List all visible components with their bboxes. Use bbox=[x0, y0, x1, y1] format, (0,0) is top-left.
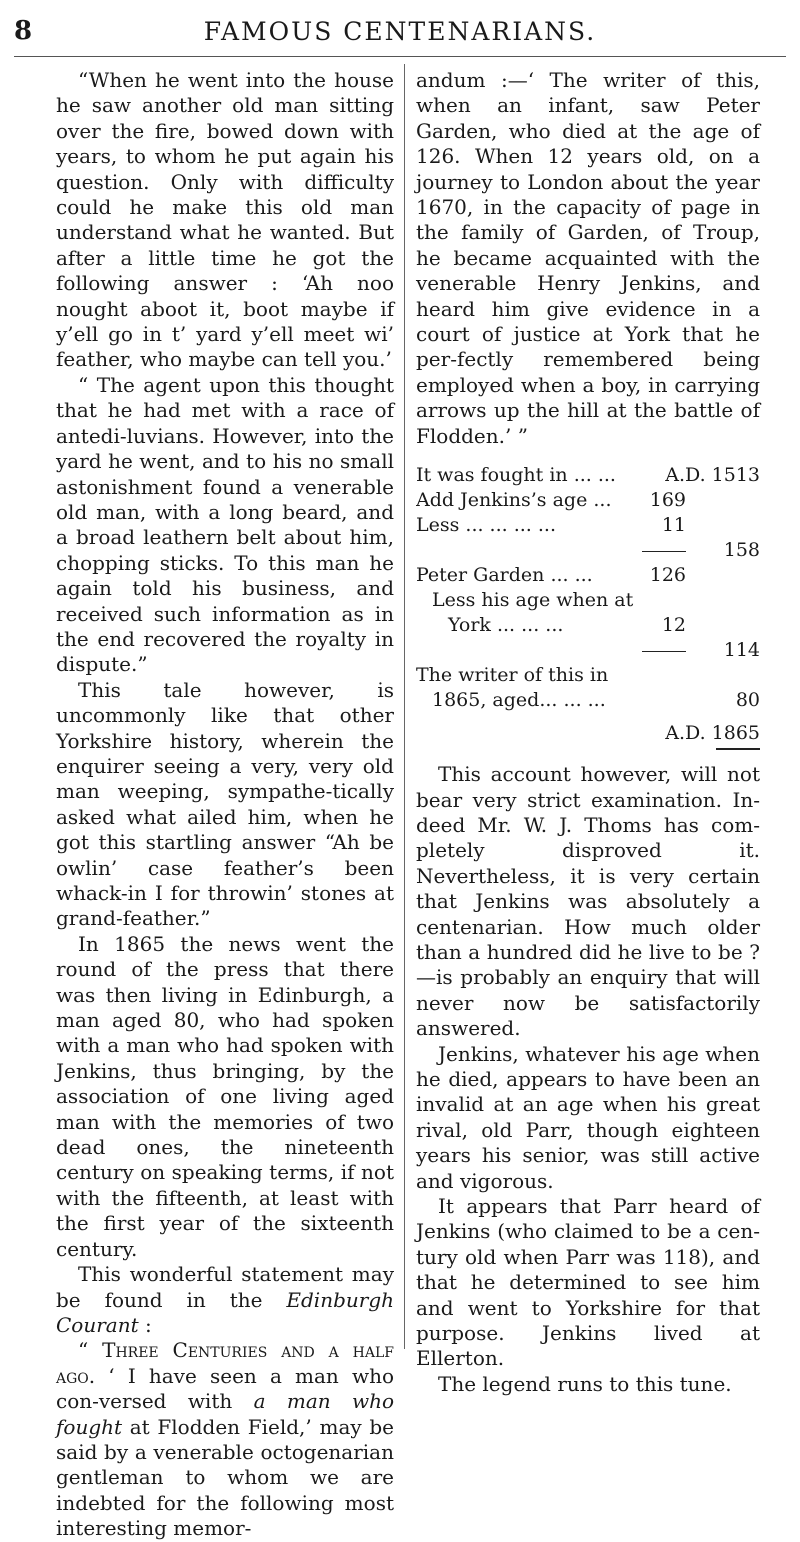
calc-total: A.D. 1865 bbox=[665, 722, 760, 745]
paragraph: “When he went into the house he saw another old man sitting over the fire, bowed down with years, to whom he put again his question. Only with difficulty could he make this old man understand what he wanted. But after a little time he got the following answer : ‘Ah noo nought aboot it, boot maybe if y’ell go in t’ yard y’ell meet wi’ feather, who maybe can tell you.’ bbox=[56, 68, 394, 372]
column-divider bbox=[404, 64, 405, 1349]
calc-value: 114 bbox=[723, 639, 760, 662]
calc-row bbox=[416, 688, 760, 713]
paragraph: In 1865 the news went the round of the press that there was then living in Edinburgh, a man aged 80, who had spoken with a man who had spoken with Jenkins, thus bringing, by the association of one living aged man with the memories of two dead ones, the nineteenth century on speaking terms, if not with the fifteenth, at least with the first year of the sixteenth century. bbox=[56, 931, 394, 1261]
paragraph bbox=[56, 1338, 394, 1541]
subtotal-rule bbox=[642, 551, 686, 552]
calc-value: 12 bbox=[661, 614, 686, 637]
calc-row bbox=[416, 463, 760, 488]
calc-row bbox=[416, 613, 760, 638]
calc-value: 11 bbox=[661, 514, 686, 537]
calc-label: Less ... ... ... ... bbox=[416, 514, 556, 537]
paragraph: This tale however, is uncommonly like that other Yorkshire history, wherein the enquirer seeing a very, very old man weeping, sympathe-tically asked what ailed him, when he got this startling answer “Ah be owlin’ case feather’s been whack-in I for throwin’ stones at grand-feather.” bbox=[56, 677, 394, 931]
text-run: ‘ I have seen a man who con-versed with bbox=[56, 1363, 394, 1414]
calc-row bbox=[416, 513, 760, 538]
paragraph: It appears that Parr heard of Jenkins (who claimed to be a cen-tury old when Parr was 118), and that he determined to see him and went to Yorkshire for that purpose. Jenkins lived at Ellerton. bbox=[416, 1194, 760, 1371]
paragraph: The legend runs to this tune. bbox=[438, 1371, 732, 1396]
text-run: at Flodden Field,’ may be said by a venerable octogenarian gentleman to whom we are indebted for the following most interesting memor- bbox=[56, 1414, 394, 1541]
calc-label: The writer of this in bbox=[416, 664, 609, 687]
calc-row bbox=[416, 563, 760, 588]
age-calculation bbox=[416, 463, 760, 756]
page-header bbox=[14, 6, 786, 57]
quote-heading: “ Three Centuries and a half ago. bbox=[56, 1338, 394, 1388]
text-run: : bbox=[138, 1312, 152, 1337]
paragraph bbox=[56, 1262, 394, 1338]
calc-label: Peter Garden ... ... bbox=[416, 564, 593, 587]
paragraph: andum :—‘ The writer of this, when an infant, saw Peter Garden, who died at the age of 126. When 12 years old, on a journey to London about the year 1670, in the capacity of page in the family of Garden, of Troup, he became acquainted with the venerable Henry Jenkins, and heard him give evidence in a court of justice at York that he per-fectly remembered being employed when a boy, in carrying arrows up the hill at the battle of Flodden.’ ” bbox=[416, 68, 760, 448]
calc-row bbox=[416, 538, 760, 563]
calc-value: 80 bbox=[735, 689, 760, 712]
calc-row bbox=[416, 663, 760, 688]
calc-label: Less his age when at bbox=[432, 589, 634, 612]
total-rule bbox=[416, 746, 760, 756]
running-title: FAMOUS CENTENARIANS. bbox=[203, 16, 597, 46]
right-column bbox=[416, 68, 760, 1397]
calc-total-row bbox=[416, 721, 760, 746]
calc-value: 169 bbox=[649, 489, 686, 512]
calc-row bbox=[416, 638, 760, 663]
calc-row bbox=[416, 588, 760, 613]
paragraph: “ The agent upon this thought that he had met with a race of antedi-luvians. However, into the yard he went, and to his no small astonishment found a venerable old man, with a long beard, and a broad leathern belt about him, chopping sticks. To this man he again told his business, and received such information as in the end recovered the royalty in dispute.” bbox=[56, 372, 394, 677]
calc-label: It was fought in ... ... bbox=[416, 464, 616, 487]
calc-value: A.D. 1513 bbox=[665, 464, 760, 487]
calc-value: 126 bbox=[649, 564, 686, 587]
calc-value: 158 bbox=[723, 539, 760, 562]
paragraph: This account however, will not bear very strict examination. In-deed Mr. W. J. Thoms has com-pletely disproved it. Nevertheless, it is very certain that Jenkins was absolutely a centenarian. How much older than a hundred did he live to be ?—is probably an enquiry that will never now be satisfactorily answered. bbox=[416, 762, 760, 1041]
paragraph: Jenkins, whatever his age when he died, appears to have been an invalid at an age when his great rival, old Parr, though eighteen years his senior, was still active and vigorous. bbox=[416, 1041, 760, 1193]
newspaper-title: Edinburgh Courant bbox=[56, 1287, 394, 1337]
left-column bbox=[56, 68, 394, 1542]
calc-label: York ... ... ... bbox=[448, 614, 564, 637]
calc-label: 1865, aged... ... ... bbox=[432, 689, 606, 712]
page-number: 8 bbox=[14, 16, 33, 46]
calc-row bbox=[416, 488, 760, 513]
subtotal-rule bbox=[642, 651, 686, 652]
text-run: This wonderful statement may be found in the bbox=[56, 1262, 394, 1312]
calc-label: Add Jenkins’s age ... bbox=[416, 489, 612, 512]
emphasis: a man who fought bbox=[56, 1389, 394, 1439]
